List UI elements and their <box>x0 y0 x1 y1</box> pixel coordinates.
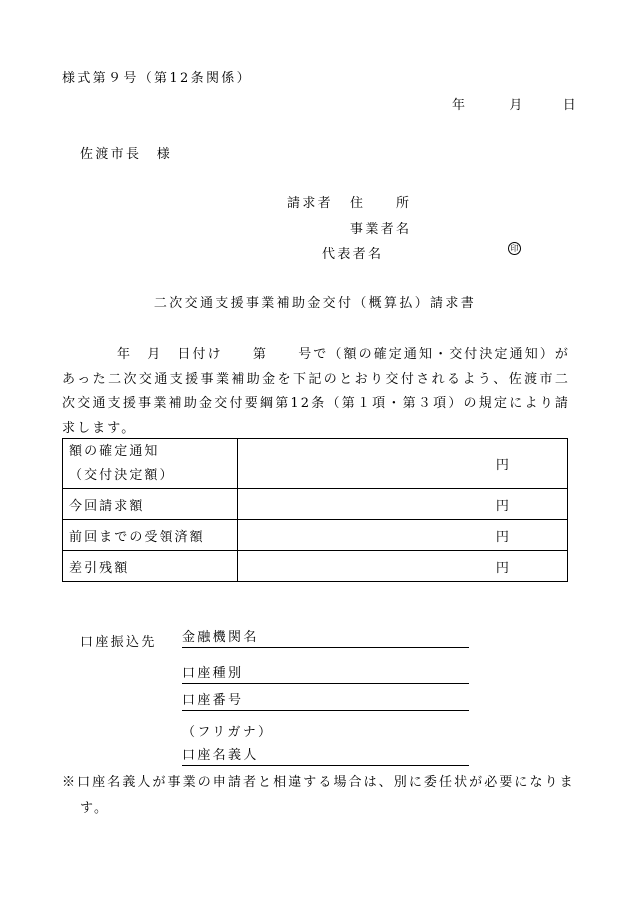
yen-unit: 円 <box>495 529 511 545</box>
amount-cell[interactable] <box>238 520 568 551</box>
amount-cell[interactable] <box>238 439 568 489</box>
bank-account-number-label: 口座番号 <box>182 693 244 708</box>
amount-cell[interactable] <box>238 489 568 520</box>
row-label-line: 額の確定通知 <box>69 443 160 459</box>
date-month: 月 <box>509 98 525 113</box>
bank-institution-field[interactable] <box>182 628 469 648</box>
form-number: 様式第９号（第12条関係） <box>62 71 252 86</box>
document-title: 二次交通支援事業補助金交付（概算払）請求書 <box>153 296 477 311</box>
table-row <box>63 489 568 520</box>
amount-table <box>62 438 568 582</box>
requester-business-label: 事業者名 <box>350 222 412 237</box>
bank-transfer-label: 口座振込先 <box>80 635 157 650</box>
row-label-current-request: 今回請求額 <box>63 489 238 520</box>
row-label-confirmed-amount <box>63 439 238 489</box>
yen-unit: 円 <box>495 498 511 514</box>
addressee: 佐渡市長 様 <box>80 147 173 162</box>
seal-mark: 印 <box>508 242 521 255</box>
bank-account-type-label: 口座種別 <box>182 666 244 681</box>
date-year: 年 <box>452 98 468 113</box>
footnote: ※口座名義人が事業の申請者と相違する場合は、別に委任状が必要になります。 <box>62 775 575 816</box>
requester-representative-label: 代表者名 <box>322 247 384 262</box>
requester-address-label: 住 所 <box>350 196 412 211</box>
table-row <box>63 520 568 551</box>
row-label-balance: 差引残額 <box>63 551 238 582</box>
date-line <box>452 94 578 113</box>
table-row <box>63 551 568 582</box>
bank-account-number-field[interactable] <box>182 691 469 711</box>
bank-account-type-field[interactable] <box>182 664 469 684</box>
furigana-label: （フリガナ） <box>182 725 274 740</box>
table-row <box>63 439 568 489</box>
yen-unit: 円 <box>495 458 511 473</box>
row-label-line: （交付決定額） <box>69 467 175 483</box>
bank-account-holder-label: 口座名義人 <box>182 748 259 763</box>
body-paragraph: 年 月 日付け 第 号で（額の確定通知・交付決定通知）があった二次交通支援事業補助金を下記のとおり交付されるよう、佐渡市二次交通支援事業補助金交付要綱第12条（第１項・第３項）の規定により請求します。 <box>62 347 570 436</box>
requester-label: 請求者 <box>287 196 334 211</box>
bank-institution-label: 金融機関名 <box>182 630 259 645</box>
row-label-previous-received: 前回までの受領済額 <box>63 520 238 551</box>
request-body-text <box>62 343 570 441</box>
amount-cell[interactable] <box>238 551 568 582</box>
bank-account-holder-field[interactable] <box>182 746 469 766</box>
date-day: 日 <box>562 98 579 113</box>
yen-unit: 円 <box>495 560 511 576</box>
